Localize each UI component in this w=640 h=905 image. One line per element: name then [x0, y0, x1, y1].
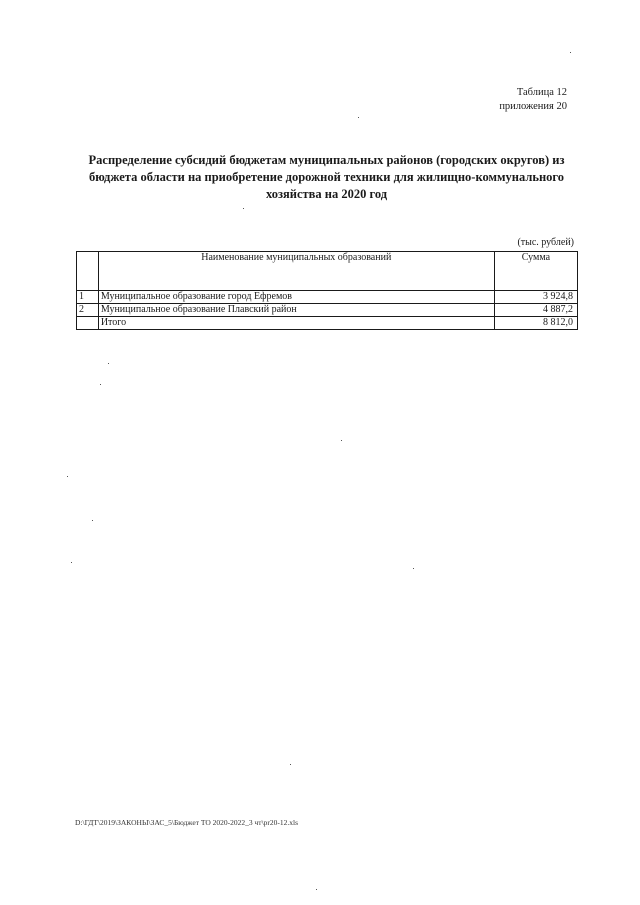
subsidy-table — [76, 251, 578, 330]
scan-speck — [341, 440, 342, 441]
table-row — [77, 304, 578, 317]
column-header-name: Наименование муниципальных образований — [98, 252, 494, 291]
units-label: (тыс. рублей) — [517, 237, 574, 248]
row-sum: 3 924,8 — [494, 291, 577, 304]
table-total-row — [77, 317, 578, 330]
row-number: 1 — [77, 291, 99, 304]
table-reference — [499, 86, 567, 114]
row-name: Муниципальное образование город Ефремов — [98, 291, 494, 304]
scan-speck — [67, 476, 68, 477]
file-path-footer: D:\ГДТ\2019\ЗАКОНЫ\ЗАС_5\Бюджет ТО 2020-2022_3 чт\pr20-12.xls — [75, 818, 299, 827]
scan-speck — [290, 764, 291, 765]
table-row — [77, 291, 578, 304]
scan-speck — [413, 568, 414, 569]
table-header-row — [77, 252, 578, 291]
document-title: Распределение субсидий бюджетам муниципальных районов (городских округов) из бюджета области на приобретение дорожной техники для жилищно-коммунального хозяйства на 2020 год — [88, 153, 565, 201]
scan-speck — [100, 384, 101, 385]
table-number-label: Таблица 12 — [516, 87, 567, 98]
scan-speck — [92, 520, 93, 521]
row-name: Муниципальное образование Плавский район — [98, 304, 494, 317]
scan-speck — [316, 889, 317, 890]
column-header-number — [77, 252, 99, 291]
total-sum: 8 812,0 — [494, 317, 577, 330]
scan-speck — [570, 52, 571, 53]
scan-speck — [108, 363, 109, 364]
row-number: 2 — [77, 304, 99, 317]
scan-speck — [71, 562, 72, 563]
scan-speck — [358, 117, 359, 118]
row-sum: 4 887,2 — [494, 304, 577, 317]
scan-speck — [243, 208, 244, 209]
total-number — [77, 317, 99, 330]
total-label: Итого — [98, 317, 494, 330]
appendix-label: приложения 20 — [499, 101, 567, 112]
column-header-sum: Сумма — [494, 252, 577, 291]
